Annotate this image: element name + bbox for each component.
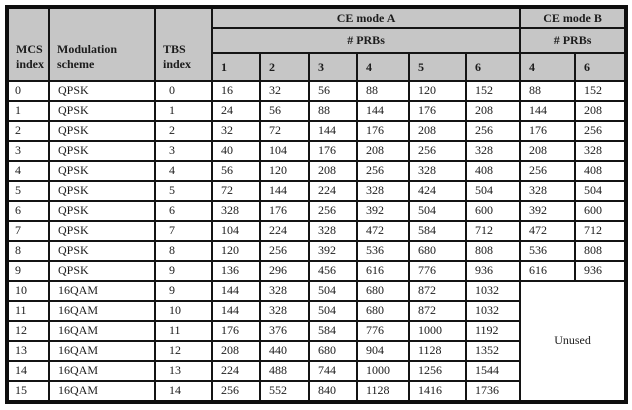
cell-prb-a-4: 88 <box>357 81 409 101</box>
cell-prb-a-4: 472 <box>357 221 409 241</box>
cell-prb-a-1: 136 <box>212 261 260 281</box>
cell-prb-a-5: 1416 <box>409 381 466 402</box>
table-row-mcs-5 <box>7 181 626 201</box>
cell-prb-a-5: 584 <box>409 221 466 241</box>
cell-prb-a-1: 120 <box>212 241 260 261</box>
cell-prb-b-4: 616 <box>520 261 575 281</box>
cell-prb-a-5: 1128 <box>409 341 466 361</box>
cell-mcs-index: 6 <box>7 201 49 221</box>
header-ce-mode-a: CE mode A <box>212 7 520 28</box>
table-row-mcs-0 <box>7 81 626 101</box>
cell-prb-a-4: 776 <box>357 321 409 341</box>
cell-prb-a-4: 328 <box>357 181 409 201</box>
cell-prb-a-4: 256 <box>357 161 409 181</box>
cell-mcs-index: 0 <box>7 81 49 101</box>
cell-prb-a-2: 56 <box>260 101 309 121</box>
cell-modulation-scheme: QPSK <box>49 121 155 141</box>
cell-prb-a-2: 328 <box>260 301 309 321</box>
cell-prb-a-2: 328 <box>260 281 309 301</box>
cell-prb-b-4: 176 <box>520 121 575 141</box>
cell-tbs-index: 6 <box>155 201 212 221</box>
cell-tbs-index: 11 <box>155 321 212 341</box>
cell-prb-a-3: 208 <box>309 161 357 181</box>
cell-tbs-index: 0 <box>155 81 212 101</box>
cell-prb-b-4: 88 <box>520 81 575 101</box>
cell-prb-a-1: 144 <box>212 301 260 321</box>
table-row-mcs-10 <box>7 281 626 301</box>
cell-modulation-scheme: QPSK <box>49 241 155 261</box>
cell-prb-a-6: 1032 <box>466 301 520 321</box>
cell-prb-a-5: 680 <box>409 241 466 261</box>
cell-prb-a-2: 440 <box>260 341 309 361</box>
header-prb-a-1: 1 <box>212 53 260 81</box>
cell-prb-a-1: 328 <box>212 201 260 221</box>
table-row-mcs-4 <box>7 161 626 181</box>
table-row-mcs-1 <box>7 101 626 121</box>
cell-prb-a-1: 224 <box>212 361 260 381</box>
header-tbs-index: TBS index <box>155 7 212 81</box>
cell-tbs-index: 8 <box>155 241 212 261</box>
cell-prb-a-3: 840 <box>309 381 357 402</box>
cell-prb-b-6: 256 <box>575 121 626 141</box>
cell-prb-b-4: 208 <box>520 141 575 161</box>
cell-prb-a-1: 24 <box>212 101 260 121</box>
cell-prb-a-6: 712 <box>466 221 520 241</box>
table-row-mcs-2 <box>7 121 626 141</box>
header-prb-a-4: 4 <box>357 53 409 81</box>
cell-prb-a-6: 936 <box>466 261 520 281</box>
cell-prb-a-2: 376 <box>260 321 309 341</box>
cell-prb-a-2: 32 <box>260 81 309 101</box>
header-row-modes <box>7 7 626 28</box>
cell-prb-a-5: 1000 <box>409 321 466 341</box>
cell-modulation-scheme: 16QAM <box>49 361 155 381</box>
cell-prb-b-6: 808 <box>575 241 626 261</box>
cell-prb-a-4: 536 <box>357 241 409 261</box>
cell-prb-a-6: 328 <box>466 141 520 161</box>
cell-modulation-scheme: QPSK <box>49 81 155 101</box>
cell-prb-a-1: 104 <box>212 221 260 241</box>
cell-modulation-scheme: QPSK <box>49 141 155 161</box>
cell-prb-a-3: 680 <box>309 341 357 361</box>
cell-prb-b-4: 256 <box>520 161 575 181</box>
cell-tbs-index: 1 <box>155 101 212 121</box>
cell-prb-a-6: 1032 <box>466 281 520 301</box>
header-modulation-scheme: Modulation scheme <box>49 7 155 81</box>
cell-prb-a-6: 256 <box>466 121 520 141</box>
cell-modulation-scheme: 16QAM <box>49 301 155 321</box>
cell-tbs-index: 4 <box>155 161 212 181</box>
cell-prb-a-6: 1192 <box>466 321 520 341</box>
cell-prb-a-1: 56 <box>212 161 260 181</box>
cell-tbs-index: 7 <box>155 221 212 241</box>
cell-prb-a-2: 104 <box>260 141 309 161</box>
cell-prb-a-4: 1000 <box>357 361 409 381</box>
cell-prb-a-6: 208 <box>466 101 520 121</box>
header-mcs-index: MCS index <box>7 7 49 81</box>
cell-mcs-index: 10 <box>7 281 49 301</box>
cell-prb-a-5: 176 <box>409 101 466 121</box>
cell-tbs-index: 14 <box>155 381 212 402</box>
cell-prb-a-5: 208 <box>409 121 466 141</box>
cell-prb-a-1: 144 <box>212 281 260 301</box>
cell-prb-b-4: 144 <box>520 101 575 121</box>
cell-prb-a-4: 176 <box>357 121 409 141</box>
cell-prb-a-6: 808 <box>466 241 520 261</box>
cell-modulation-scheme: 16QAM <box>49 341 155 361</box>
cell-prb-a-2: 144 <box>260 181 309 201</box>
table-row-mcs-9 <box>7 261 626 281</box>
cell-prb-a-6: 408 <box>466 161 520 181</box>
cell-mcs-index: 12 <box>7 321 49 341</box>
cell-prb-a-2: 552 <box>260 381 309 402</box>
cell-mcs-index: 3 <box>7 141 49 161</box>
cell-mcs-index: 2 <box>7 121 49 141</box>
cell-modulation-scheme: QPSK <box>49 101 155 121</box>
cell-prb-a-6: 1544 <box>466 361 520 381</box>
cell-prb-b-4: 536 <box>520 241 575 261</box>
cell-prb-a-3: 144 <box>309 121 357 141</box>
cell-prb-a-2: 176 <box>260 201 309 221</box>
cell-prb-a-5: 872 <box>409 301 466 321</box>
cell-prb-a-6: 600 <box>466 201 520 221</box>
header-prb-b-4: 4 <box>520 53 575 81</box>
cell-prb-a-5: 1256 <box>409 361 466 381</box>
cell-unused: Unused <box>520 281 626 402</box>
cell-mcs-index: 4 <box>7 161 49 181</box>
cell-prb-a-2: 72 <box>260 121 309 141</box>
cell-prb-a-4: 904 <box>357 341 409 361</box>
header-ce-mode-b: CE mode B <box>520 7 626 28</box>
cell-mcs-index: 9 <box>7 261 49 281</box>
header-prb-b-6: 6 <box>575 53 626 81</box>
cell-prb-a-5: 120 <box>409 81 466 101</box>
cell-modulation-scheme: QPSK <box>49 261 155 281</box>
cell-prb-a-1: 40 <box>212 141 260 161</box>
table-row-mcs-8 <box>7 241 626 261</box>
cell-prb-a-6: 152 <box>466 81 520 101</box>
cell-prb-a-2: 256 <box>260 241 309 261</box>
cell-mcs-index: 14 <box>7 361 49 381</box>
cell-prb-a-3: 56 <box>309 81 357 101</box>
cell-prb-a-5: 424 <box>409 181 466 201</box>
header-prb-a-6: 6 <box>466 53 520 81</box>
cell-prb-a-3: 392 <box>309 241 357 261</box>
cell-prb-a-3: 584 <box>309 321 357 341</box>
cell-prb-b-4: 472 <box>520 221 575 241</box>
cell-prb-a-4: 680 <box>357 281 409 301</box>
table-row-mcs-3 <box>7 141 626 161</box>
cell-prb-b-6: 328 <box>575 141 626 161</box>
table-header <box>7 7 626 81</box>
cell-mcs-index: 8 <box>7 241 49 261</box>
table-row-mcs-6 <box>7 201 626 221</box>
cell-prb-a-3: 504 <box>309 301 357 321</box>
tbs-table <box>5 5 628 404</box>
cell-modulation-scheme: QPSK <box>49 221 155 241</box>
cell-prb-b-6: 600 <box>575 201 626 221</box>
header-prb-a-3: 3 <box>309 53 357 81</box>
cell-prb-b-4: 392 <box>520 201 575 221</box>
cell-modulation-scheme: QPSK <box>49 201 155 221</box>
cell-modulation-scheme: 16QAM <box>49 321 155 341</box>
cell-prb-a-3: 744 <box>309 361 357 381</box>
header-prbs-a: # PRBs <box>212 28 520 53</box>
cell-prb-a-2: 224 <box>260 221 309 241</box>
cell-prb-a-5: 872 <box>409 281 466 301</box>
cell-prb-a-3: 256 <box>309 201 357 221</box>
cell-prb-b-4: 328 <box>520 181 575 201</box>
cell-prb-a-3: 88 <box>309 101 357 121</box>
cell-prb-a-5: 328 <box>409 161 466 181</box>
header-prb-a-5: 5 <box>409 53 466 81</box>
cell-tbs-index: 3 <box>155 141 212 161</box>
cell-mcs-index: 15 <box>7 381 49 402</box>
cell-prb-b-6: 152 <box>575 81 626 101</box>
cell-prb-a-1: 16 <box>212 81 260 101</box>
cell-prb-a-2: 296 <box>260 261 309 281</box>
cell-mcs-index: 13 <box>7 341 49 361</box>
cell-prb-a-4: 392 <box>357 201 409 221</box>
cell-tbs-index: 2 <box>155 121 212 141</box>
cell-prb-a-1: 256 <box>212 381 260 402</box>
cell-prb-a-2: 488 <box>260 361 309 381</box>
cell-prb-a-1: 176 <box>212 321 260 341</box>
cell-prb-a-1: 32 <box>212 121 260 141</box>
cell-prb-a-6: 1352 <box>466 341 520 361</box>
cell-prb-b-6: 504 <box>575 181 626 201</box>
header-prb-a-2: 2 <box>260 53 309 81</box>
cell-prb-a-6: 504 <box>466 181 520 201</box>
cell-modulation-scheme: 16QAM <box>49 281 155 301</box>
cell-prb-a-1: 72 <box>212 181 260 201</box>
cell-tbs-index: 5 <box>155 181 212 201</box>
table-row-mcs-7 <box>7 221 626 241</box>
cell-prb-a-5: 504 <box>409 201 466 221</box>
cell-tbs-index: 9 <box>155 281 212 301</box>
cell-prb-a-3: 456 <box>309 261 357 281</box>
cell-prb-a-4: 144 <box>357 101 409 121</box>
cell-modulation-scheme: QPSK <box>49 161 155 181</box>
cell-prb-a-3: 176 <box>309 141 357 161</box>
cell-prb-a-4: 208 <box>357 141 409 161</box>
cell-prb-a-4: 1128 <box>357 381 409 402</box>
cell-mcs-index: 5 <box>7 181 49 201</box>
header-prbs-b: # PRBs <box>520 28 626 53</box>
cell-prb-a-2: 120 <box>260 161 309 181</box>
cell-prb-a-5: 256 <box>409 141 466 161</box>
cell-tbs-index: 13 <box>155 361 212 381</box>
cell-prb-a-4: 680 <box>357 301 409 321</box>
cell-prb-a-1: 208 <box>212 341 260 361</box>
cell-prb-b-6: 712 <box>575 221 626 241</box>
cell-mcs-index: 1 <box>7 101 49 121</box>
cell-mcs-index: 11 <box>7 301 49 321</box>
cell-modulation-scheme: 16QAM <box>49 381 155 402</box>
cell-prb-a-3: 224 <box>309 181 357 201</box>
cell-prb-a-3: 504 <box>309 281 357 301</box>
cell-tbs-index: 12 <box>155 341 212 361</box>
cell-prb-a-5: 776 <box>409 261 466 281</box>
cell-prb-a-4: 616 <box>357 261 409 281</box>
cell-tbs-index: 10 <box>155 301 212 321</box>
cell-prb-b-6: 936 <box>575 261 626 281</box>
table-body <box>7 81 626 402</box>
cell-prb-b-6: 408 <box>575 161 626 181</box>
cell-tbs-index: 9 <box>155 261 212 281</box>
cell-prb-a-3: 328 <box>309 221 357 241</box>
cell-prb-a-6: 1736 <box>466 381 520 402</box>
cell-prb-b-6: 208 <box>575 101 626 121</box>
cell-modulation-scheme: QPSK <box>49 181 155 201</box>
cell-mcs-index: 7 <box>7 221 49 241</box>
